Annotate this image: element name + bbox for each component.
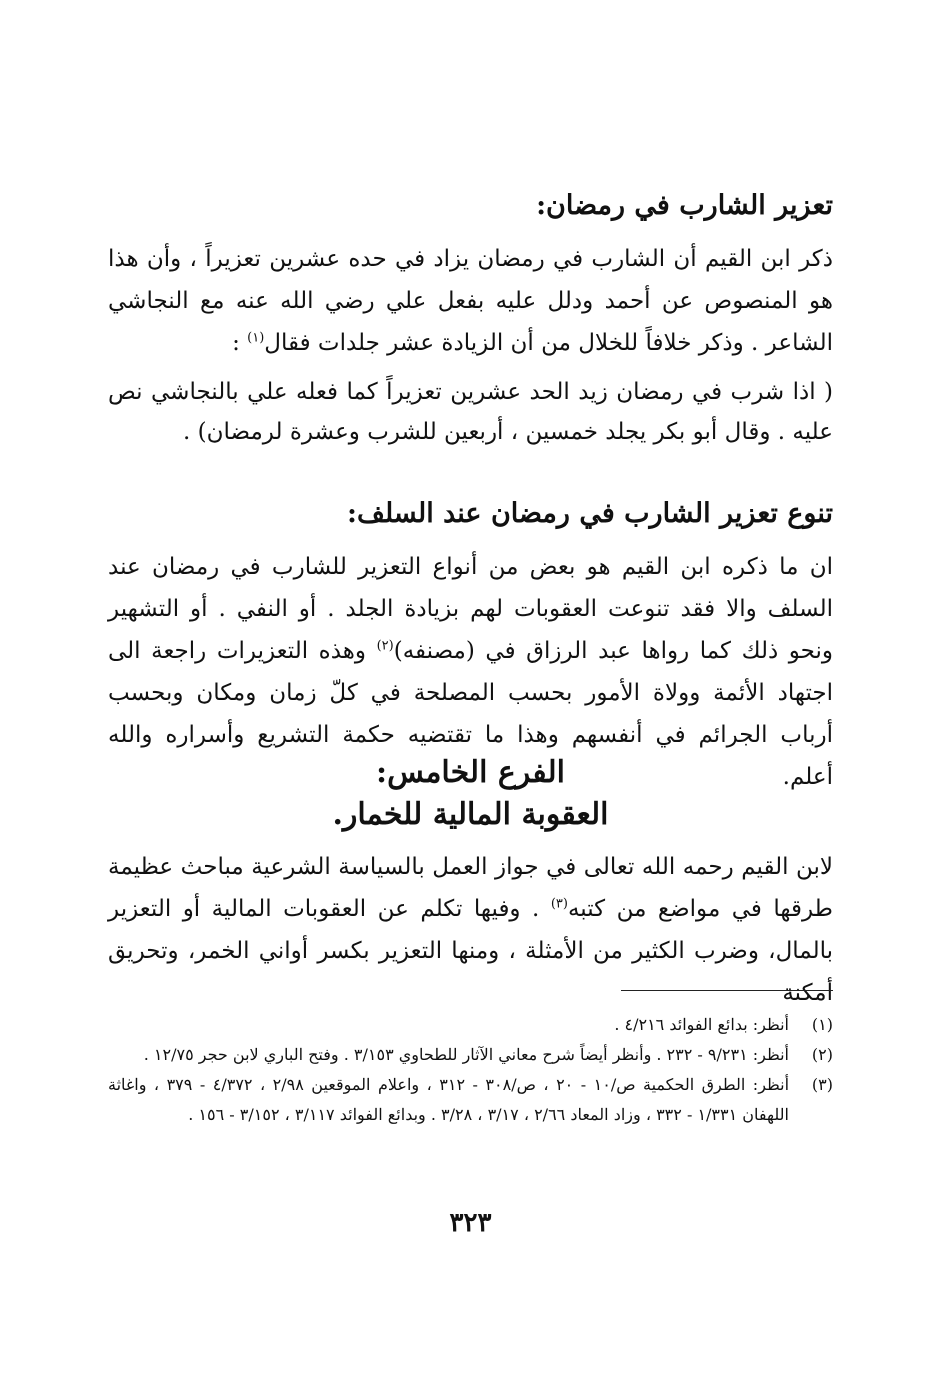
footnote-ref-2[interactable]: (٢) <box>376 638 394 654</box>
section-heading-salaf-variation: تنوع تعزير الشارب في رمضان عند السلف: <box>347 498 833 529</box>
footnotes <box>108 1010 833 1130</box>
paragraph-text: ان ما ذكره ابن القيم هو بعض من أنواع التعزير للشارب في رمضان عند السلف والا فقد تنوعت العقوبات لهم بزيادة الجلد . أو النفي . أو التشهير ونحو ذلك كما رواها عبد الرزاق في (مصنفه) <box>108 554 833 664</box>
section-heading-ramadan-drinker: تعزير الشارب في رمضان: <box>536 190 833 221</box>
footnote-1 <box>108 1010 833 1040</box>
paragraph-text-cont: وهذه التعزيرات راجعة الى اجتهاد الأئمة وولاة الأمور بحسب المصلحة في كلّ زمان ومكان وبحسب أرباب الجرائم في أنفسهم وهذا ما تقتضيه حكمة التشريع وأسراره والله أعلم. <box>108 638 833 790</box>
paragraph-text: لابن القيم رحمه الله تعالى في جواز العمل بالسياسة الشرعية مباحث عظيمة طرقها في مواضع من كتبه <box>108 854 833 922</box>
footnote-separator <box>621 990 833 991</box>
footnote-3 <box>108 1070 833 1130</box>
footnote-text: أنظر: ٩/٢٣١ - ٢٣٢ . وأنظر أيضاً شرح معاني الآثار للطحاوي ٣/١٥٣ . وفتح الباري لابن حجر ١٢/٧٥ . <box>143 1045 789 1064</box>
footnote-number: (١) <box>811 1015 833 1034</box>
footnote-ref-3[interactable]: (٣) <box>550 896 568 912</box>
footnote-2 <box>108 1040 833 1070</box>
paragraph-text-end: : <box>232 330 248 356</box>
paragraph-financial-penalty <box>108 846 833 1014</box>
footnote-number: (٣) <box>811 1075 833 1094</box>
paragraph-ibn-qayyim <box>108 238 833 364</box>
paragraph-text-cont: . وفيها تكلم عن العقوبات المالية أو التعزير بالمال، وضرب الكثير من الأمثلة ، ومنها التعزير بكسر أواني الخمر، وتحريق أمكنة <box>108 896 833 1006</box>
page-number: ٣٢٣ <box>449 1208 492 1238</box>
footnote-ref-1[interactable]: (١) <box>247 330 265 346</box>
paragraph-text: ذكر ابن القيم أن الشارب في رمضان يزاد في حده عشرين تعزيراً ، وأن هذا هو المنصوص عن أحمد ودلل عليه بفعل علي رضي الله عنه مع النجاشي الشاعر . وذكر خلافاً للخلال من أن الزيادة عشر جلدات فقال <box>108 246 833 356</box>
footnote-text: أنظر: الطرق الحكمية ص/١٠ - ٢٠ ، ص/٣٠٨ - ٣١٢ ، واعلام الموقعين ٢/٩٨ ، ٤/٣٧٢ - ٣٧٩ ، واغاثة اللهفان ١/٣٣١ - ٣٣٢ ، وزاد المعاد ٢/٦٦ ، ٣/١٧ ، ٣/٢٨ . وبدائع الفوائد ٣/١١٧ ، ٣/١٥٢ - ١٥٦ . <box>108 1075 790 1124</box>
footnote-number: (٢) <box>811 1045 833 1064</box>
chapter-subtitle: العقوبة المالية للخمار. <box>332 797 609 832</box>
chapter-title: الفرع الخامس: <box>376 755 565 790</box>
footnote-text: أنظر: بدائع الفوائد ٤/٢١٦ . <box>614 1015 789 1034</box>
quote-block: ( اذا شرب في رمضان زيد الحد عشرين تعزيراً كما فعله علي بالنجاشي نص عليه . وقال أبو بكر يجلد خمسين ، أربعين للشرب وعشرة لرمضان) . <box>108 379 833 445</box>
